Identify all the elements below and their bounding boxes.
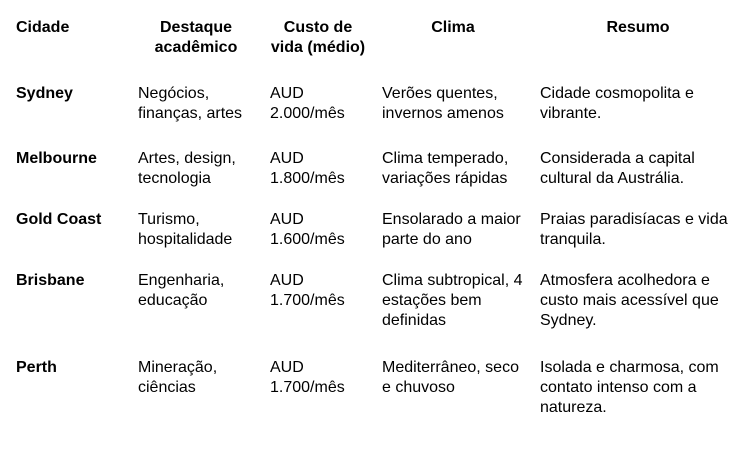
cell-cidade: Melbourne xyxy=(16,150,97,167)
cities-comparison-table xyxy=(8,8,744,430)
table-row xyxy=(8,74,744,139)
cell-resumo: Atmosfera acolhedora e custo mais acessível que Sydney. xyxy=(540,272,719,329)
cell-clima: Verões quentes, invernos amenos xyxy=(382,85,504,122)
cell-clima: Ensolarado a maior parte do ano xyxy=(382,211,521,248)
header-clima: Clima xyxy=(431,19,475,36)
table-row xyxy=(8,261,744,348)
cell-destaque: Mineração, ciências xyxy=(138,359,218,396)
cell-resumo: Praias paradisíacas e vida tranquila. xyxy=(540,211,728,248)
cell-destaque: Turismo, hospitalidade xyxy=(138,211,233,248)
cell-custo: AUD 1.600/mês xyxy=(270,211,345,248)
cell-resumo: Cidade cosmopolita e vibrante. xyxy=(540,85,694,122)
cell-destaque: Artes, design, tecnologia xyxy=(138,150,236,187)
cell-custo: AUD 1.700/mês xyxy=(270,359,345,396)
table-row xyxy=(8,348,744,430)
cell-custo: AUD 1.700/mês xyxy=(270,272,345,309)
header-cidade: Cidade xyxy=(16,19,70,36)
cell-destaque: Engenharia, educação xyxy=(138,272,225,309)
cell-destaque: Negócios, finanças, artes xyxy=(138,85,243,122)
cell-clima: Mediterrâneo, seco e chuvoso xyxy=(382,359,519,396)
header-resumo: Resumo xyxy=(606,19,670,36)
cell-clima: Clima temperado, variações rápidas xyxy=(382,150,509,187)
table-header-row xyxy=(8,8,744,74)
table-row xyxy=(8,139,744,200)
cell-resumo: Considerada a capital cultural da Austrália. xyxy=(540,150,695,187)
cell-resumo: Isolada e charmosa, com contato intenso com a natureza. xyxy=(540,359,719,416)
header-custo: Custo de vida (médio) xyxy=(270,19,366,56)
cell-custo: AUD 1.800/mês xyxy=(270,150,345,187)
cell-custo: AUD 2.000/mês xyxy=(270,85,345,122)
cell-cidade: Gold Coast xyxy=(16,211,102,228)
cell-cidade: Sydney xyxy=(16,85,73,102)
cell-cidade: Perth xyxy=(16,359,57,376)
cell-cidade: Brisbane xyxy=(16,272,85,289)
table-row xyxy=(8,200,744,261)
cell-clima: Clima subtropical, 4 estações bem definidas xyxy=(382,272,523,329)
header-destaque: Destaque acadêmico xyxy=(154,19,238,56)
